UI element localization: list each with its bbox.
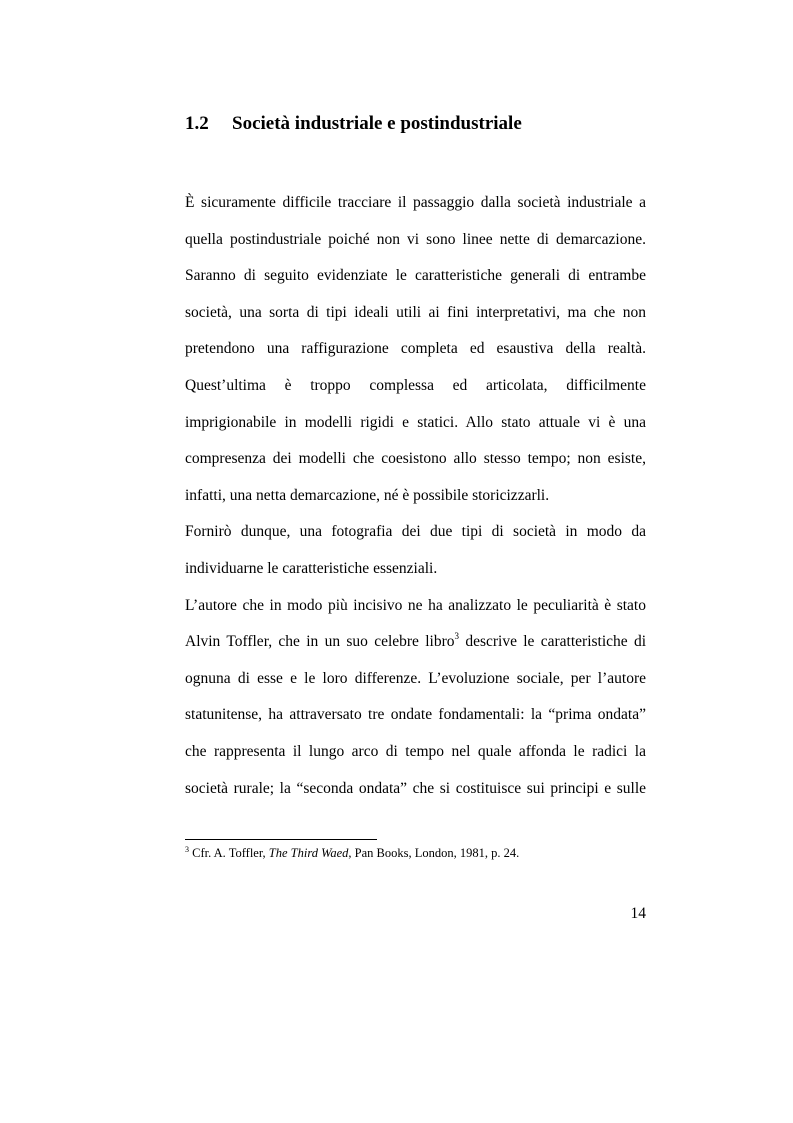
text-line: L’autore che in modo più incisivo ne ha analizzato le peculiarità è stato — [185, 596, 646, 614]
text-line: quella postindustriale poiché non vi sono linee nette di demarcazione. — [185, 230, 646, 248]
text-line: individuarne le caratteristiche essenziali. — [185, 559, 438, 577]
text-line: pretendono una raffigurazione completa ed esaustiva della realtà. — [185, 340, 646, 358]
section-number: 1.2 — [185, 113, 209, 134]
body-text — [185, 187, 646, 809]
footnote-book-title: The Third Waed — [268, 846, 349, 860]
text-line: Saranno di seguito evidenziate le caratteristiche generali di entrambe — [185, 267, 646, 285]
footnote-prefix: Cfr. A. Toffler, — [189, 846, 269, 860]
text-line: società rurale; la “seconda ondata” che si costituisce sui principi e sulle — [185, 779, 646, 797]
text-line: infatti, una netta demarcazione, né è possibile storicizzarli. — [185, 486, 550, 504]
text-line: società, una sorta di tipi ideali utili ai fini interpretativi, ma che non — [185, 303, 646, 321]
footnote-marker: 3 — [185, 845, 189, 854]
section-heading — [185, 113, 522, 135]
footnote — [185, 846, 519, 861]
text-line-with-footnote-ref — [185, 626, 646, 663]
text-line: che rappresenta il lungo arco di tempo nel quale affonda le radici la — [185, 742, 646, 760]
text-line: compresenza dei modelli che coesistono allo stesso tempo; non esiste, — [185, 450, 646, 468]
page-number: 14 — [630, 905, 646, 922]
text-segment: descrive le caratteristiche di — [459, 633, 647, 651]
text-line: Fornirò dunque, una fotografia dei due tipi di società in modo da — [185, 523, 646, 541]
footnote-suffix: , Pan Books, London, 1981, p. 24. — [348, 846, 520, 860]
footnote-reference[interactable]: 3 — [454, 631, 460, 642]
text-line: imprigionabile in modelli rigidi e statici. Allo stato attuale vi è una — [185, 413, 646, 431]
section-title: Società industriale e postindustriale — [232, 113, 522, 134]
text-line: Quest’ultima è troppo complessa ed articolata, difficilmente — [185, 376, 646, 394]
text-line: È sicuramente difficile tracciare il passaggio dalla società industriale a — [185, 194, 646, 211]
text-line: ognuna di esse e le loro differenze. L’evoluzione sociale, per l’autore — [185, 669, 646, 687]
text-segment: Alvin Toffler, che in un suo celebre libro — [185, 633, 455, 651]
text-line: statunitense, ha attraversato tre ondate fondamentali: la “prima ondata” — [185, 706, 646, 724]
footnote-divider — [185, 839, 377, 840]
